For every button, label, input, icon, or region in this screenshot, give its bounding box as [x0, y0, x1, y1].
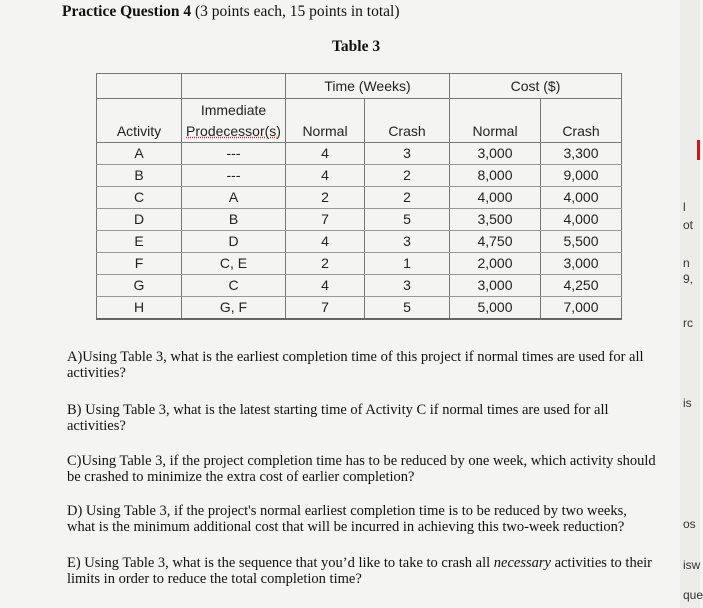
side-fragment: is — [683, 396, 692, 410]
table-row — [97, 231, 622, 253]
side-fragment: isw — [683, 558, 701, 572]
crash-cost-cell: 4,250 — [541, 275, 622, 297]
question-c: C)Using Table 3, if the project completion time has to be reduced by one week, which activity should be crashed to minimize the extra cost of earlier completion? — [67, 453, 656, 485]
table-row — [97, 165, 622, 187]
predecessor-cell: D — [182, 231, 286, 253]
immediate-header: Immediate — [182, 99, 286, 122]
side-fragment: l — [683, 200, 686, 214]
question-d: D) Using Table 3, if the project's normal earliest completion time is to be reduced by two weeks, what is the minimum additional cost that will be incurred in achieving this two-week reduction? — [67, 503, 627, 535]
activity-cell: F — [97, 253, 182, 275]
question-points: (3 points each, 15 points in total) — [195, 3, 400, 20]
normal-cost-header: Normal — [450, 121, 541, 143]
table-row — [97, 187, 622, 209]
normal-cost-cell: 3,000 — [450, 275, 541, 297]
table-row — [97, 143, 622, 165]
table-row — [97, 297, 622, 320]
side-fragment: 9, — [683, 272, 694, 286]
crash-cost-cell: 9,000 — [541, 165, 622, 187]
predecessor-cell: G, F — [182, 297, 286, 320]
normal-time-cell: 7 — [286, 209, 365, 231]
side-fragment: que — [683, 588, 703, 602]
activity-cell: B — [97, 165, 182, 187]
crash-time-cell: 2 — [365, 165, 450, 187]
side-fragment: os — [683, 517, 696, 531]
predecessor-cell: C — [182, 275, 286, 297]
crash-time-cell: 5 — [365, 297, 450, 320]
normal-cost-cell: 5,000 — [450, 297, 541, 320]
question-title: Practice Question 4 — [62, 3, 192, 20]
predecessor-cell: --- — [182, 143, 286, 165]
normal-time-cell: 2 — [286, 187, 365, 209]
normal-cost-cell: 3,500 — [450, 209, 541, 231]
normal-time-cell: 4 — [286, 165, 365, 187]
cost-group-header: Cost ($) — [450, 74, 622, 99]
side-fragment: n — [683, 256, 690, 270]
time-group-header: Time (Weeks) — [286, 74, 450, 99]
crash-time-cell: 3 — [365, 143, 450, 165]
normal-cost-cell: 4,000 — [450, 187, 541, 209]
normal-time-cell: 4 — [286, 231, 365, 253]
question-e-text: E) Using Table 3, what is the sequence that you’d like to take to crash all — [67, 555, 494, 571]
predecessor-cell: C, E — [182, 253, 286, 275]
crash-cost-cell: 4,000 — [541, 209, 622, 231]
activity-cell: D — [97, 209, 182, 231]
crash-cost-cell: 3,000 — [541, 253, 622, 275]
normal-cost-cell: 4,750 — [450, 231, 541, 253]
normal-time-header: Normal — [286, 121, 365, 143]
table-row — [97, 253, 622, 275]
table-row — [97, 275, 622, 297]
question-a: A)Using Table 3, what is the earliest completion time of this project if normal times are used for all activities? — [67, 349, 644, 381]
crash-time-cell: 5 — [365, 209, 450, 231]
question-b: B) Using Table 3, what is the latest starting time of Activity C if normal times are used for all activities? — [67, 402, 609, 434]
activity-cell: A — [97, 143, 182, 165]
crash-cost-cell: 7,000 — [541, 297, 622, 320]
side-fragment: ot — [683, 218, 694, 232]
side-fragment: rc — [683, 316, 693, 330]
question-e — [67, 555, 657, 587]
question-header — [62, 3, 400, 21]
crash-cost-cell: 3,300 — [541, 143, 622, 165]
crash-time-cell: 1 — [365, 253, 450, 275]
normal-cost-cell: 3,000 — [450, 143, 541, 165]
normal-time-cell: 4 — [286, 143, 365, 165]
table-row — [97, 209, 622, 231]
crash-time-cell: 3 — [365, 231, 450, 253]
activity-cell: H — [97, 297, 182, 320]
crash-time-cell: 3 — [365, 275, 450, 297]
predecessor-cell: B — [182, 209, 286, 231]
normal-time-cell: 2 — [286, 253, 365, 275]
crash-time-cell: 2 — [365, 187, 450, 209]
predecessor-cell: A — [182, 187, 286, 209]
activity-header: Activity — [97, 121, 182, 143]
crash-cost-cell: 4,000 — [541, 187, 622, 209]
activity-cell: C — [97, 187, 182, 209]
predecessor-cell: --- — [182, 165, 286, 187]
normal-time-cell: 7 — [286, 297, 365, 320]
table-group-header — [97, 74, 622, 99]
table-header-row-1 — [97, 99, 622, 122]
activity-cell: E — [97, 231, 182, 253]
crash-cost-cell: 5,500 — [541, 231, 622, 253]
activity-cell: G — [97, 275, 182, 297]
activity-table — [96, 73, 622, 320]
question-e-emphasis: necessary — [493, 555, 551, 571]
normal-cost-cell: 8,000 — [450, 165, 541, 187]
table-title: Table 3 — [332, 38, 381, 55]
crash-cost-header: Crash — [541, 121, 622, 143]
question-e-text-end: activities to their limits in order to reduce the total completion time? — [67, 555, 653, 587]
normal-cost-cell: 2,000 — [450, 253, 541, 275]
table-header-row-2 — [97, 121, 622, 143]
background-window-marker — [697, 140, 700, 160]
predecessor-header: Prodecessor(s) — [186, 123, 281, 139]
normal-time-cell: 4 — [286, 275, 365, 297]
crash-time-header: Crash — [365, 121, 450, 143]
